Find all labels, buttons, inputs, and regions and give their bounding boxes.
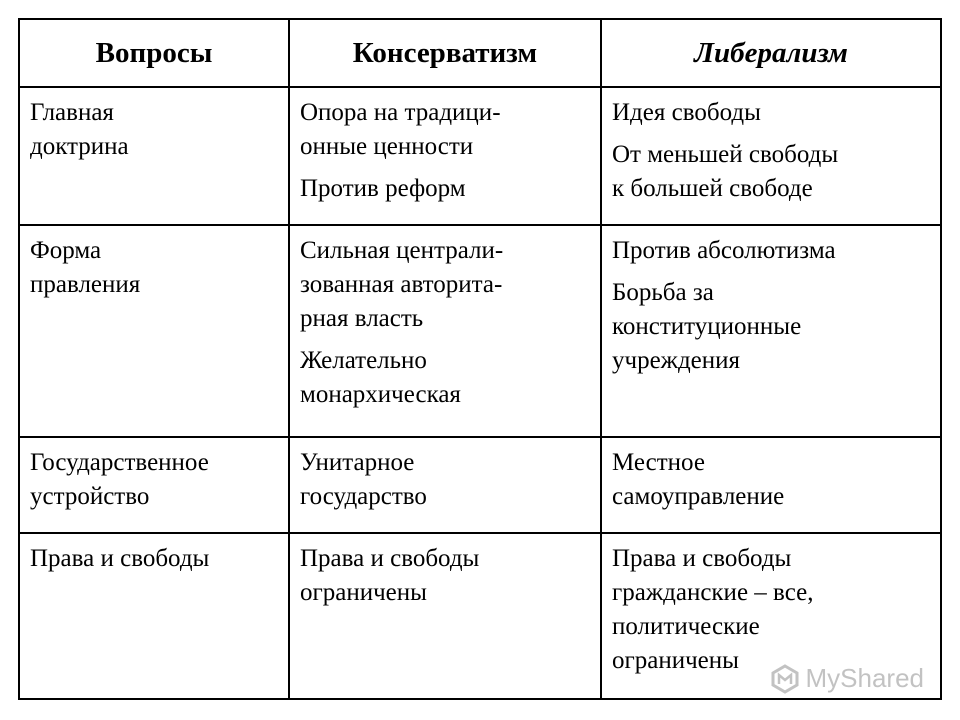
cell-line: От меньшей свободы	[612, 141, 839, 168]
cell-line: Борьба за	[612, 279, 714, 306]
cell-line: гражданские – все,	[612, 579, 814, 606]
cell-line: правления	[30, 271, 141, 298]
cell-conservatism	[289, 225, 601, 437]
comparison-table	[18, 18, 942, 700]
cell-line: Местное	[612, 449, 705, 476]
cell-line: Главная	[30, 99, 114, 126]
table-row	[19, 225, 941, 437]
cell-line: Права и свободы	[300, 545, 480, 572]
cell-question	[19, 533, 289, 699]
cell-paragraph	[300, 234, 592, 336]
cell-conservatism	[289, 87, 601, 225]
cell-line: Против абсолютизма	[612, 237, 836, 264]
cell-line: к большей свободе	[612, 175, 813, 202]
header-questions: Вопросы	[19, 19, 289, 87]
cell-line: рная власть	[300, 305, 424, 332]
cell-line: Права и свободы	[30, 545, 210, 572]
cell-line: конституционные	[612, 313, 802, 340]
cell-line: Государственное	[30, 449, 209, 476]
cell-line: политические	[612, 613, 760, 640]
header-row	[19, 19, 941, 87]
cell-line: зованная авторита-	[300, 271, 503, 298]
table-row	[19, 87, 941, 225]
header-liberalism: Либерализм	[601, 19, 941, 87]
cell-liberalism	[601, 225, 941, 437]
watermark-text: MyShared	[805, 663, 924, 693]
myshared-logo-icon	[770, 664, 800, 694]
cell-line: Опора на традици-	[300, 99, 501, 126]
cell-paragraph	[612, 234, 932, 268]
cell-paragraph	[300, 96, 592, 164]
cell-question	[19, 87, 289, 225]
cell-line: Форма	[30, 237, 102, 264]
cell-line: государство	[300, 483, 427, 510]
cell-line: Унитарное	[300, 449, 415, 476]
cell-paragraph	[300, 344, 592, 412]
cell-line: самоуправление	[612, 483, 785, 510]
cell-liberalism	[601, 437, 941, 533]
cell-line: ограничены	[612, 647, 739, 674]
cell-line: Права и свободы	[612, 545, 792, 572]
cell-liberalism	[601, 87, 941, 225]
table-row	[19, 437, 941, 533]
watermark	[770, 663, 925, 694]
cell-paragraph	[612, 138, 932, 206]
cell-line: устройство	[30, 483, 150, 510]
cell-paragraph	[612, 96, 932, 130]
cell-line: монархическая	[300, 381, 461, 408]
cell-conservatism	[289, 533, 601, 699]
cell-paragraph	[300, 172, 592, 206]
cell-line: онные ценности	[300, 133, 474, 160]
cell-question	[19, 437, 289, 533]
cell-paragraph	[612, 276, 932, 378]
cell-line: Сильная централи-	[300, 237, 504, 264]
header-conservatism: Консерватизм	[289, 19, 601, 87]
cell-line: Желательно	[300, 347, 427, 374]
cell-conservatism	[289, 437, 601, 533]
cell-line: Против реформ	[300, 175, 466, 202]
cell-question	[19, 225, 289, 437]
cell-line: доктрина	[30, 133, 129, 160]
cell-line: учреждения	[612, 347, 741, 374]
cell-line: Идея свободы	[612, 99, 761, 126]
cell-line: ограничены	[300, 579, 427, 606]
